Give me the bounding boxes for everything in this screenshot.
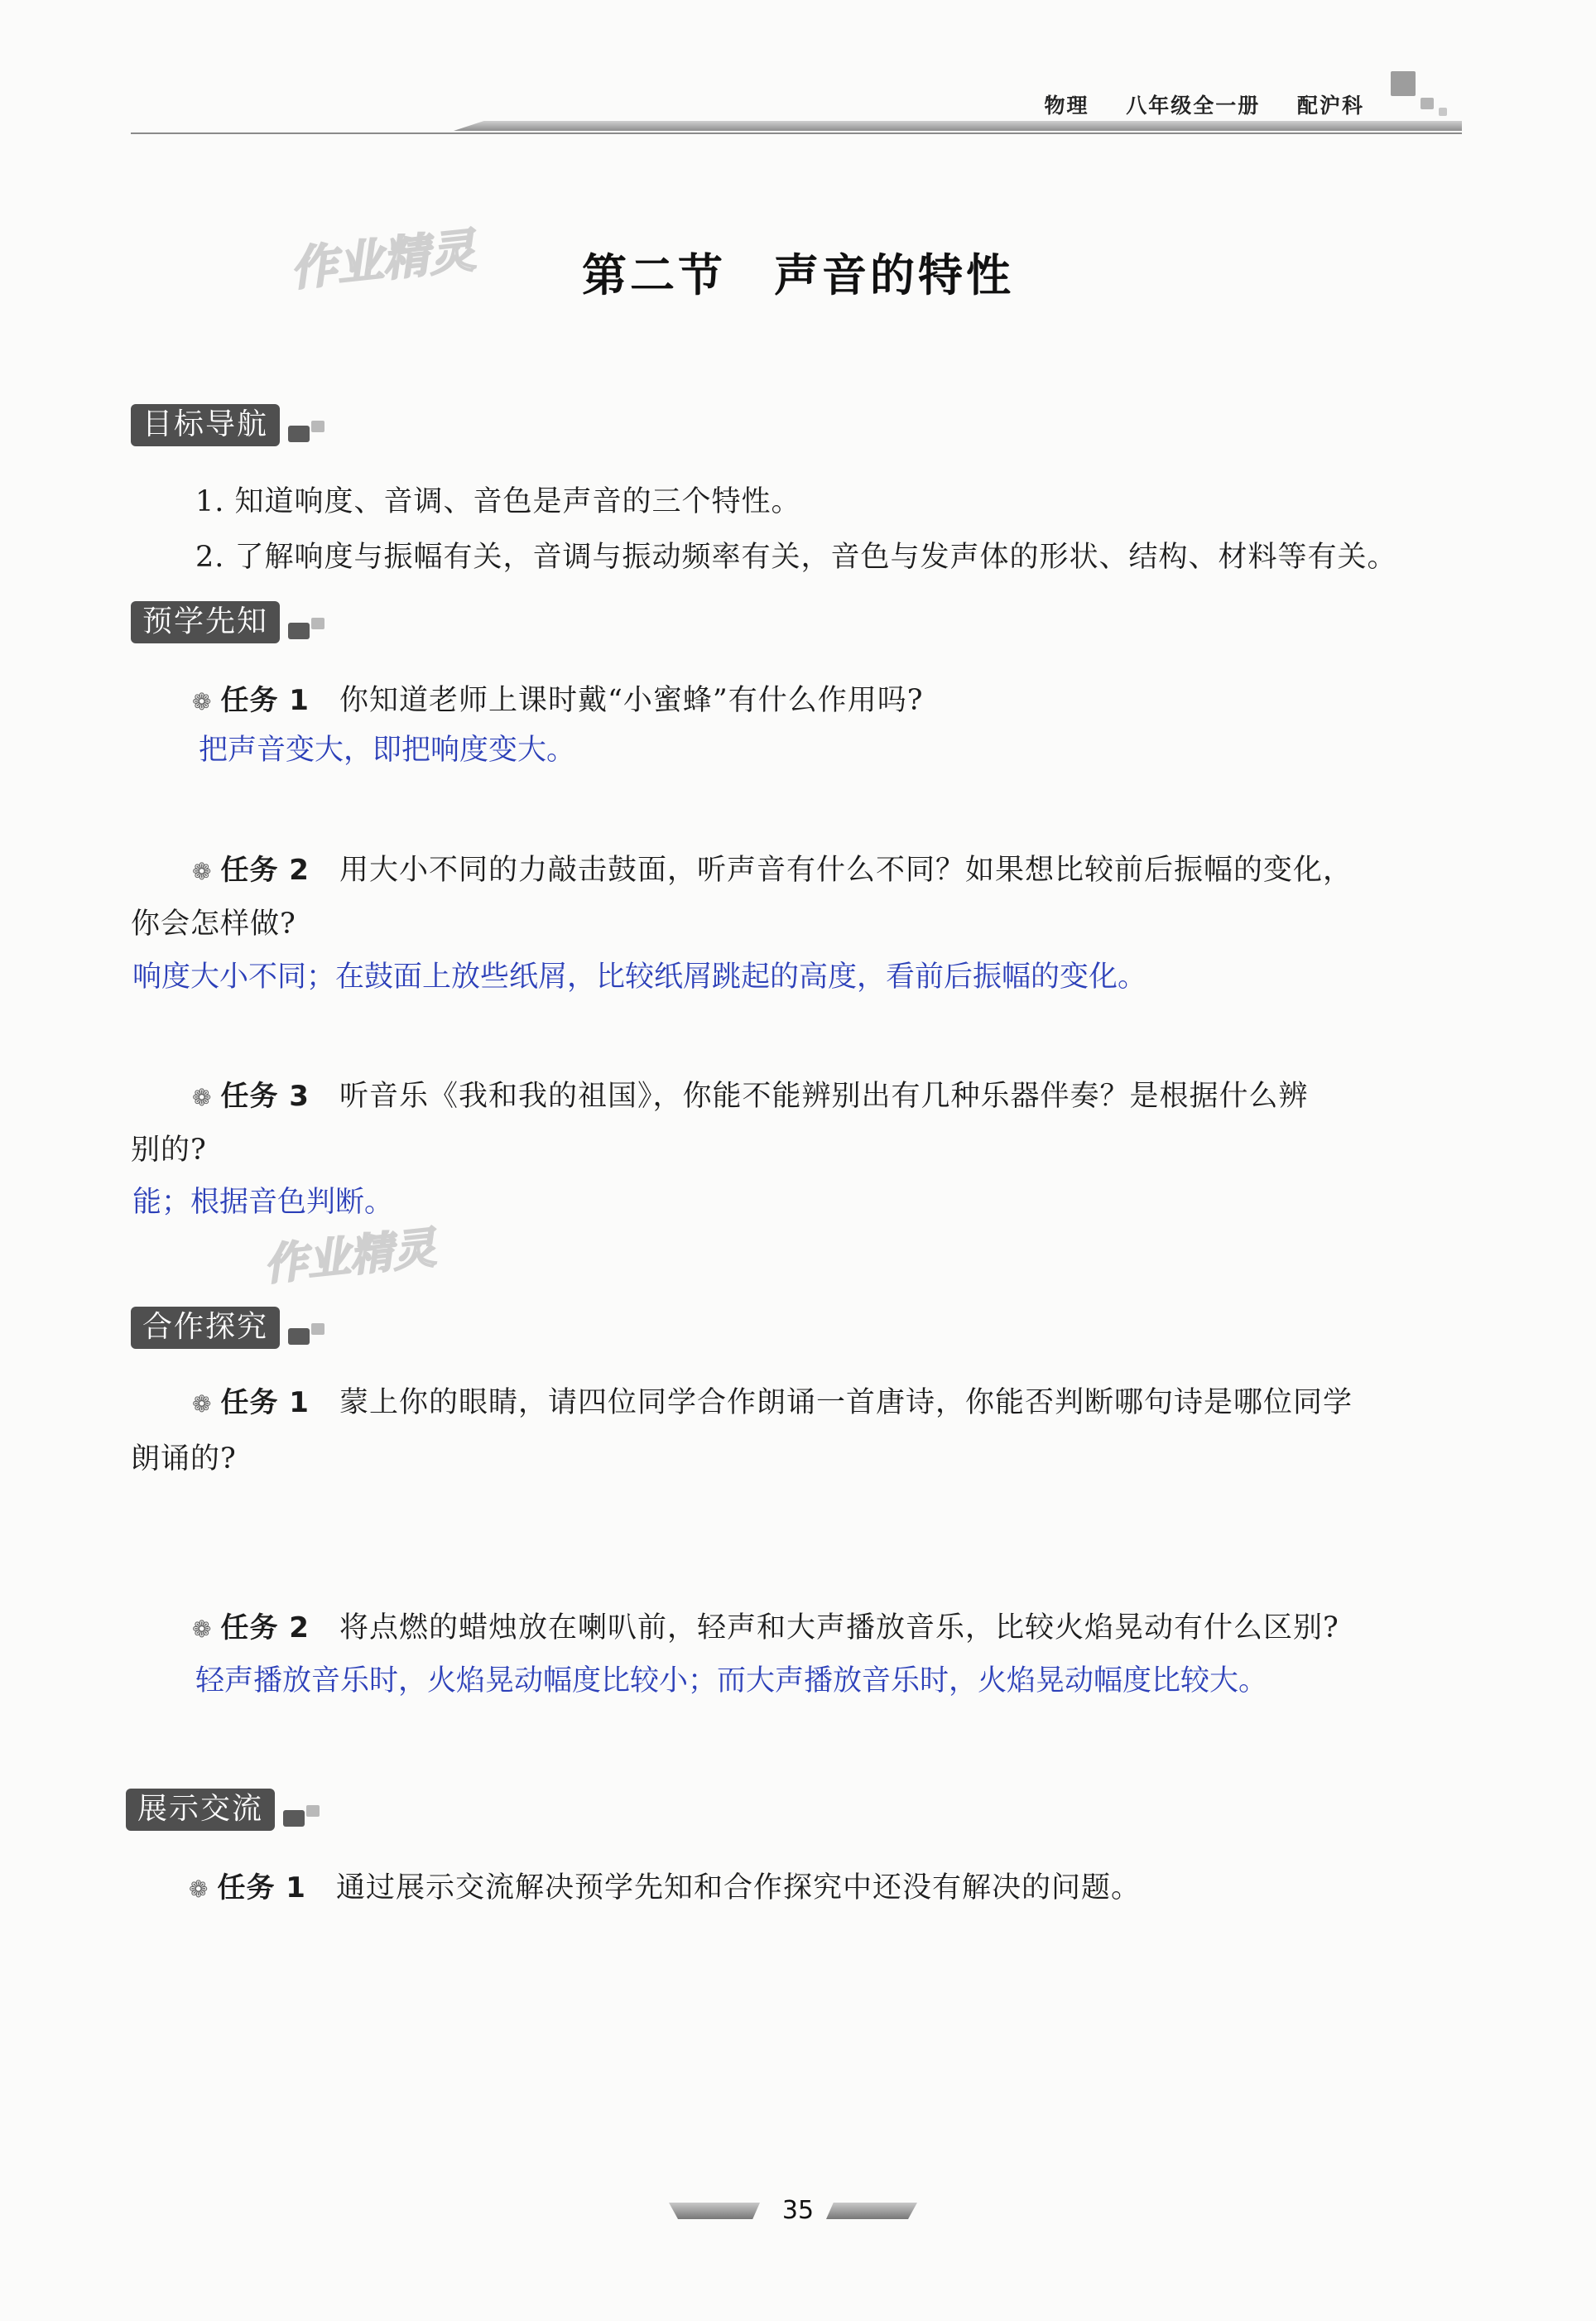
section-showcase-header xyxy=(126,1785,275,1827)
task-question-line-2: 你会怎样做? xyxy=(131,908,296,941)
task-tag: 任务 1 xyxy=(220,684,310,717)
gear-bullet-icon: ❁ xyxy=(189,1876,209,1903)
answer-text: 把声音变大，即把响度变大。 xyxy=(199,734,576,767)
cooperate-task-2 xyxy=(192,1605,1339,1646)
header-meta xyxy=(1017,89,1364,119)
section-square-icon-small xyxy=(306,1805,320,1817)
gear-bullet-icon: ❁ xyxy=(192,688,213,715)
task-tag: 任务 1 xyxy=(217,1871,306,1904)
section-square-icon xyxy=(288,623,310,639)
section-label: 预学先知 xyxy=(131,601,280,643)
section-label: 展示交流 xyxy=(126,1789,275,1831)
header-square-icon-tiny xyxy=(1439,108,1447,116)
task-question: 将点燃的蜡烛放在喇叭前，轻声和大声播放音乐，比较火焰晃动有什么区别? xyxy=(339,1611,1339,1644)
preview-task-2 xyxy=(192,847,1353,888)
section-square-icon-small xyxy=(311,421,324,432)
task-question: 通过展示交流解决预学先知和合作探究中还没有解决的问题。 xyxy=(335,1871,1141,1904)
header-band xyxy=(454,121,1462,131)
header-grade: 八年级全一册 xyxy=(1126,94,1261,118)
task-tag: 任务 2 xyxy=(220,1611,310,1644)
preview-task-1 xyxy=(192,677,924,719)
gear-bullet-icon: ❁ xyxy=(192,1616,213,1643)
section-square-icon xyxy=(283,1810,305,1827)
section-label: 合作探究 xyxy=(131,1307,280,1349)
watermark-logo: 作业精灵 xyxy=(287,224,478,297)
page-number: 35 xyxy=(781,2196,815,2225)
task-tag: 任务 1 xyxy=(220,1386,310,1419)
section-cooperate-header xyxy=(131,1303,280,1346)
page-title: 第二节 声音的特性 xyxy=(582,249,1014,301)
task-tag: 任务 3 xyxy=(220,1080,310,1113)
gear-bullet-icon: ❁ xyxy=(192,1390,213,1418)
task-question-line-1: 听音乐《我和我的祖国》，你能不能辨别出有几种乐器伴奏？是根据什么辨 xyxy=(339,1080,1309,1113)
section-goals-header xyxy=(131,401,280,443)
answer-text: 响度大小不同；在鼓面上放些纸屑，比较纸屑跳起的高度，看前后振幅的变化。 xyxy=(132,961,1147,994)
section-square-icon-small xyxy=(311,1323,324,1335)
header-subject: 物理 xyxy=(1044,94,1089,118)
goal-item-1: 1. 知道响度、音调、音色是声音的三个特性。 xyxy=(195,485,801,518)
gear-bullet-icon: ❁ xyxy=(192,858,213,885)
showcase-task-1 xyxy=(189,1865,1141,1906)
answer-text: 轻声播放音乐时，火焰晃动幅度比较小；而大声播放音乐时，火焰晃动幅度比较大。 xyxy=(195,1664,1268,1697)
task-question-line-1: 蒙上你的眼睛，请四位同学合作朗诵一首唐诗，你能否判断哪句诗是哪位同学 xyxy=(339,1386,1353,1419)
task-question-line-2: 别的? xyxy=(131,1134,207,1167)
task-tag: 任务 2 xyxy=(220,854,310,887)
goal-item-2: 2. 了解响度与振幅有关，音调与振动频率有关，音色与发声体的形状、结构、材料等有关。 xyxy=(195,541,1397,574)
preview-task-3 xyxy=(192,1073,1309,1115)
gear-bullet-icon: ❁ xyxy=(192,1084,213,1111)
header-edition: 配沪科 xyxy=(1296,94,1364,118)
task-question-line-1: 用大小不同的力敲击鼓面，听声音有什么不同？如果想比较前后振幅的变化， xyxy=(339,854,1353,887)
section-square-icon xyxy=(288,1328,310,1345)
section-label: 目标导航 xyxy=(131,404,280,446)
task-question: 你知道老师上课时戴“小蜜蜂”有什么作用吗? xyxy=(339,684,924,717)
header-square-icon xyxy=(1391,71,1416,96)
answer-text: 能；根据音色判断。 xyxy=(132,1186,394,1219)
watermark-logo-2: 作业精灵 xyxy=(262,1223,439,1291)
section-preview-header xyxy=(131,598,280,640)
section-square-icon-small xyxy=(311,618,324,629)
section-square-icon xyxy=(288,426,310,442)
header-rule xyxy=(131,132,1462,134)
header-square-icon-small xyxy=(1421,98,1434,109)
task-question-line-2: 朗诵的? xyxy=(131,1442,237,1476)
cooperate-task-1 xyxy=(192,1380,1353,1421)
